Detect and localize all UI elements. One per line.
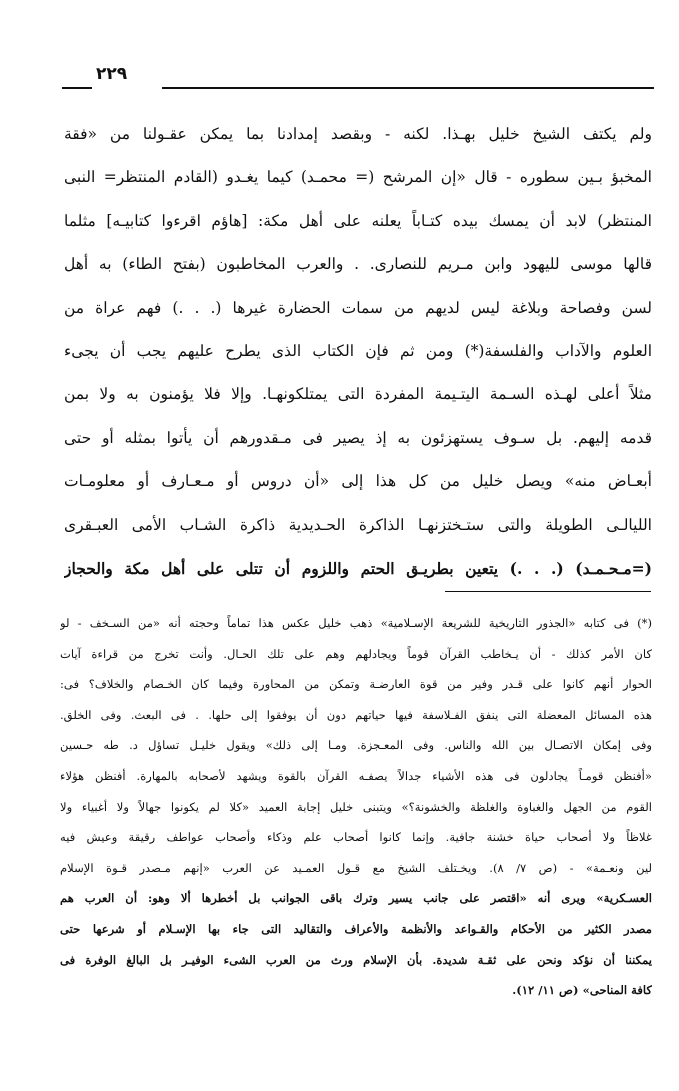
header-rule (162, 87, 654, 89)
page-number: ٢٢٩ (96, 64, 128, 84)
body-line: المنتظر) لابد أن يمسك بيده كتـاباً يعلنه على أهل مكة: [هاؤم اقرءوا كتابيـه] مثلما (64, 211, 652, 230)
footnote-line: القوم من الجهل والغباوة والغلظة والخشونة؟» ويتبنى خليل إجابة العميد «كلا لم يكونوا جهالاً ولا أغبياء ولا (60, 799, 652, 814)
body-line: العلوم والآداب والفلسفة(*) ومن ثم فإن الكتاب الذى يطرح عليهم يجب أن يجىء (64, 341, 652, 360)
body-line: لسن وفصاحة وبلاغة ليس لديهم من سمات الحضارة غيرها (. . .) فهم عراة من (64, 298, 652, 317)
footnote-line: الحوار أنهم كانوا على قـدر وفير من قوة العارضـة وتمكن من المحاورة وفيما كان الخـصام والخلاف؟ فى: (60, 677, 652, 692)
footnote-separator (445, 591, 651, 592)
footnote-line: (*) فى كتابه «الجذور التاريخية للشريعة الإسـلامية» ذهب خليل عكس هذا تماماً وحجته أنه «من السـخف - لو (60, 616, 652, 630)
footnote-line: هذه المسائل المعضلة التى ينفق الفـلاسفة فيها حياتهم دون أن يوفقوا إلى حلها. . فى البعث. وفى الخلق. (60, 707, 652, 722)
body-line: الليالـى الطويلة والتى ستـختزنهـا الذاكرة الحـديدية ذاكرة الشـاب الأمى العبـقرى (64, 515, 652, 534)
page-header (62, 58, 654, 98)
footnote-line: لين ونعـمة» - (ص ٧/ ٨). ويخـتلف الشيخ مع قـول العمـيد عن العرب «إنهم مـصدر قـوة الإسلام (60, 860, 652, 875)
footnote (60, 608, 652, 1006)
body-line: قالها موسى لليهود وابن مـريم للنصارى. . والعرب المخاطبون (بفتح الطاء) به أهل (64, 255, 652, 274)
body-text (64, 113, 652, 590)
body-line: أبعـاض منه» ويصل خليل من كل هذا إلى «أن دروس أو مـعـارف أو معلومـات (64, 472, 652, 491)
footnote-line: غلاظاً ولا أصحاب حياة خشنة جافية. وإنما كانوا أصحاب علم وذكاء وأصحاب عواطف رقيقة وعيش فيه (60, 830, 652, 845)
footnote-line: وفى إمكان الاتصـال بين الله والناس. وفى المعـجزة. ومـا إلى ذلك» ويقول خليـل تساؤل د. طه حـسين (60, 738, 652, 753)
body-line: المخبؤ بـين سطوره - قال «إن المرشح (= محمـد) كيما يغـدو (القادم المنتظر= النبى (64, 168, 652, 187)
header-rule-left (62, 87, 92, 89)
footnote-line: العسـكرية» ويرى أنه «اقتصر على جانب يسير وترك باقى الجوانب بل أخطرها ألا وهو: أن العرب هم (60, 891, 652, 906)
footnote-line: يمكننا أن نؤكد ونحن على ثقـة شديدة. بأن الإسلام ورث من العرب الشىء الوفيـر بل البالغ الوفرة فى (60, 952, 652, 967)
body-line: ولم يكتف الشيخ خليل بهـذا. لكنه - وبقصد إمدادنا بما يمكن عقـولنا من «فقة (64, 125, 652, 143)
footnote-line: مصدر الكثير من الأحكام والقـواعد والأنظمة والأعراف والتقاليد التى جاء بها الإسـلام أو شرعها حتى (60, 921, 652, 936)
footnote-line: «أفنظن قومـاً يجادلون فى هذه الأشياء جدالاً يصفـه القرآن بالقوة ويشهد لأصحابه بالمهارة. أفنظن هؤلاء (60, 768, 652, 783)
body-line: (=مـحـمـد) (. . .) يتعين بطريـق الحتم واللزوم أن تتلى على أهل مكة والحجاز (64, 558, 652, 578)
footnote-line: كان الأمر كذلك - أن يـخاطب القرآن قوماً ويجادلهم وهم على تلك الحـال. وأنت تخرج من قراءة آيات (60, 646, 652, 661)
footnote-line: كافة المناحى» (ص ١١/ ١٢). (512, 983, 652, 998)
body-line: مثلاً أعلى لهـذه السـمة اليتـيمة المفردة التى يمتلكونهـا. وإلا فلا يؤمنون به ولا بمن (64, 385, 652, 404)
body-line: قدمه إليهم. بل سـوف يستهزئون به إذ يصير فى مـقدورهم أن يأتوا بمثله أو حتى (64, 428, 652, 447)
